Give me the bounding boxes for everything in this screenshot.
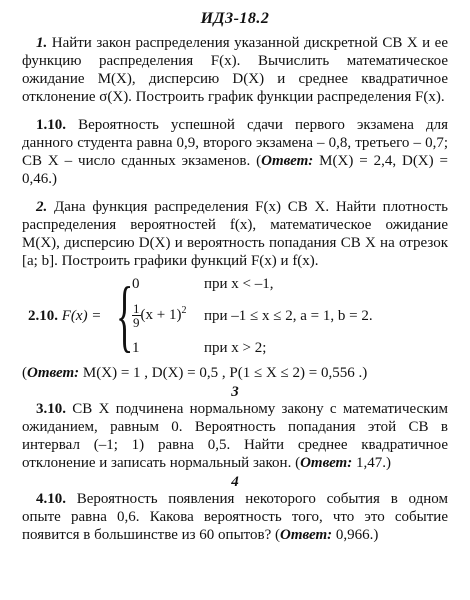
case-1-condition: при x < –1,: [204, 276, 274, 292]
task-2-10-answer-label: Ответ:: [27, 365, 80, 381]
piecewise-formula: [22, 274, 448, 362]
case-2-condition: при –1 ≤ x ≤ 2, a = 1, b = 2.: [204, 308, 373, 324]
task-2-10-number: 2.10.: [28, 308, 58, 324]
section-4-heading: 4: [231, 474, 239, 490]
fraction: [132, 302, 141, 329]
case-3-condition: при x > 2;: [204, 340, 267, 356]
task-2: [22, 198, 448, 270]
task-1-text: Найти закон распределения указанной дискретной СВ X и ее функцию распределения F(x). Вычислить математическое ожидание M(X), дисперсию D(X) и среднее квадратичное отклонение σ(X). Построить график функции распределения F(x).: [22, 35, 448, 105]
case-1-value: 0: [132, 276, 140, 292]
task-3-10-number: 3.10.: [36, 401, 66, 417]
task-2-10-answer-line: (Ответ: M(X) = 1 , D(X) = 0,5 , P(1 ≤ X ≤ 2) = 0,556 .): [22, 365, 368, 381]
case-2-exponent: 2: [181, 304, 187, 316]
task-2-text: Дана функция распределения F(x) СВ X. Найти плотность распределения вероятностей f(x), математическое ожидание M(X), дисперсию D(X) и вероятность попадания СВ X на отрезок [a; b]. Построить графики функций F(x) и f(x).: [22, 199, 448, 269]
task-3-10-answer-label: Ответ:: [300, 455, 353, 471]
fraction-numerator: 1: [133, 301, 140, 316]
task-4-10-text: Вероятность появления некоторого события в одном опыте равна 0,6. Какова вероятность того, что это событие появится в большинстве из 60 опытов? (: [22, 491, 448, 543]
task-4-10: [22, 490, 448, 544]
task-1-10-text: Вероятность успешной сдачи первого экзамена для данного студента равна 0,9, второго экзамена – 0,8, третьего – 0,7; СВ X – число сданных экзаменов. (: [22, 117, 448, 169]
formula-fx: F(x) =: [61, 308, 102, 324]
case-3-value: 1: [132, 340, 140, 356]
task-3-10-answer: 1,47.): [352, 455, 391, 471]
formula-case-3: [132, 340, 267, 357]
formula-case-1: [132, 276, 274, 293]
task-1-10-answer-label: Ответ:: [261, 153, 314, 169]
formula-label: [28, 308, 101, 325]
document-title: ИДЗ-18.2: [200, 10, 270, 27]
section-3-heading: 3: [231, 384, 239, 400]
fraction-denominator: 9: [133, 315, 140, 330]
task-3-10-text: СВ X подчинена нормальному закону с математическим ожиданием, равным 0. Вероятность попадания этой СВ в интервал (–1; 1) равна 0,5. Найти среднее квадратичное отклонение и записать нормальный закон. (: [22, 401, 448, 471]
task-3-10: [22, 400, 448, 472]
formula-case-2: [132, 301, 373, 330]
task-2-number: 2.: [36, 199, 48, 215]
task-2-10-answer: M(X) = 1 , D(X) = 0,5 , P(1 ≤ X ≤ 2) = 0,556 .): [79, 365, 368, 381]
task-1: [22, 34, 448, 106]
task-1-10-number: 1.10.: [36, 117, 66, 133]
task-1-10-answer: M(X) = 2,4, D(X) = 0,46.): [22, 153, 448, 187]
task-4-10-number: 4.10.: [36, 491, 66, 507]
left-brace-icon: {: [116, 272, 134, 360]
task-4-10-answer: 0,966.): [332, 527, 379, 543]
task-1-number: 1.: [36, 35, 48, 51]
task-4-10-answer-label: Ответ:: [280, 527, 333, 543]
task-1-10: [22, 116, 448, 188]
case-2-value: (x + 1): [140, 306, 182, 323]
